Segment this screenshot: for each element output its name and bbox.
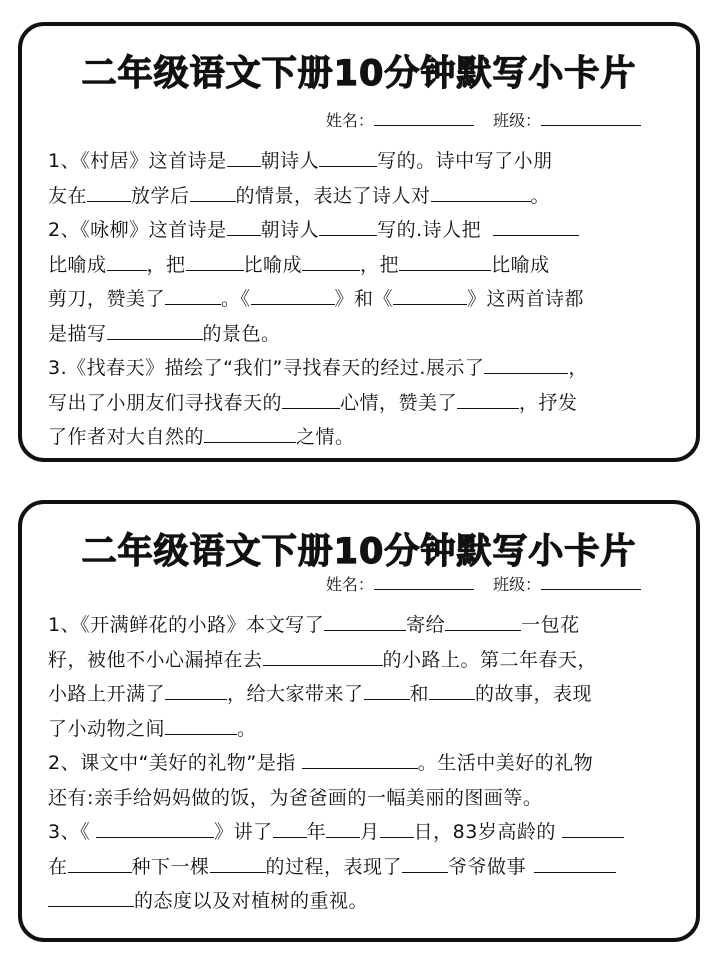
text-segment: 籽，被他不小心漏掉在去 — [48, 648, 263, 671]
class-label: 班级： — [492, 111, 541, 130]
blank-field[interactable] — [429, 678, 475, 700]
blank-field[interactable] — [273, 816, 307, 838]
text-line — [48, 144, 680, 179]
text-segment: 》和《 — [334, 288, 394, 310]
text-segment: ，把 — [360, 253, 400, 276]
name-field[interactable] — [374, 574, 474, 590]
text-line — [48, 781, 680, 816]
text-segment: 之情。 — [296, 426, 355, 448]
blank-field[interactable] — [493, 214, 579, 236]
name-field[interactable] — [374, 110, 474, 126]
blank-field[interactable] — [48, 885, 134, 907]
text-line — [48, 608, 680, 643]
text-segment: 》这两首诗都 — [467, 288, 585, 310]
blank-field[interactable] — [562, 816, 624, 838]
text-segment: 3.《找春天》描绘了“我们”寻找春天的经过.展示了 — [48, 357, 485, 379]
blank-field[interactable] — [393, 283, 467, 305]
text-line — [48, 351, 680, 386]
blank-field[interactable] — [204, 421, 296, 443]
blank-field[interactable] — [96, 816, 214, 838]
text-segment: 放学后 — [131, 184, 190, 207]
blank-field[interactable] — [326, 816, 360, 838]
text-segment: 的小路上。第二年春天， — [382, 648, 598, 671]
blank-field[interactable] — [364, 678, 410, 700]
text-line — [48, 643, 680, 678]
text-line — [48, 712, 680, 747]
text-line — [48, 317, 680, 352]
blank-field[interactable] — [534, 851, 616, 873]
blank-field[interactable] — [251, 283, 335, 305]
blank-field[interactable] — [282, 387, 340, 409]
text-segment: 剪刀，赞美了 — [48, 288, 166, 310]
text-segment: 。 — [530, 184, 551, 207]
text-segment: 的过程，表现了 — [265, 855, 403, 878]
text-segment: 小路上开满了 — [48, 683, 166, 705]
text-segment: 3、《 — [48, 821, 91, 843]
text-segment: 了作者对大自然的 — [48, 426, 205, 448]
text-segment: 的景色。 — [202, 322, 281, 345]
text-line — [48, 282, 680, 317]
text-segment: 1、《开满鲜花的小路》本文写了 — [48, 614, 325, 636]
class-label: 班级： — [492, 575, 541, 594]
text-line — [48, 677, 680, 712]
card-title: 二年级语文下册10分钟默写小卡片 — [81, 532, 637, 572]
blank-field[interactable] — [68, 851, 132, 873]
text-line — [48, 815, 680, 850]
text-line — [48, 213, 680, 248]
text-segment: 比喻成 — [491, 253, 550, 276]
text-segment: 一包花 — [521, 614, 580, 636]
blank-field[interactable] — [445, 609, 521, 631]
name-label: 姓名： — [325, 575, 374, 594]
blank-field[interactable] — [302, 249, 360, 271]
class-field[interactable] — [541, 110, 641, 126]
text-segment: 年 — [306, 821, 327, 843]
text-segment: 还有:亲手给妈妈做的饭，为爸爸画的一幅美丽的图画等。 — [48, 786, 543, 809]
text-segment: 心情，赞美了 — [340, 391, 458, 414]
text-line — [48, 386, 680, 421]
text-segment: 》讲了 — [214, 821, 273, 843]
card-body — [48, 608, 680, 919]
blank-field[interactable] — [210, 851, 266, 873]
blank-field[interactable] — [165, 713, 237, 735]
text-segment: 比喻成 — [48, 253, 107, 276]
text-segment: 2、课文中“美好的礼物”是指 — [48, 752, 296, 774]
text-segment: 在 — [48, 855, 68, 878]
text-segment: 。《 — [221, 288, 251, 310]
text-segment: 2、《咏柳》这首诗是 — [48, 219, 227, 241]
dictation-card-2 — [18, 500, 700, 942]
text-segment: 写出了小朋友们寻找春天的 — [48, 391, 283, 414]
blank-field[interactable] — [107, 249, 147, 271]
text-segment: 了小动物之间 — [48, 717, 166, 740]
text-segment: 种下一棵 — [131, 855, 210, 878]
text-line — [48, 179, 680, 214]
text-segment: ，把 — [146, 253, 186, 276]
student-info — [326, 110, 641, 132]
blank-field[interactable] — [319, 145, 377, 167]
blank-field[interactable] — [165, 283, 221, 305]
blank-field[interactable] — [107, 318, 203, 340]
text-segment: ，给大家带来了 — [227, 683, 364, 705]
text-segment: 寄给 — [406, 614, 446, 636]
text-line — [48, 420, 680, 455]
blank-field[interactable] — [399, 249, 491, 271]
card-title: 二年级语文下册10分钟默写小卡片 — [81, 54, 637, 94]
text-segment: 写的.诗人把 — [377, 219, 482, 241]
text-segment: 的情景，表达了诗人对 — [235, 184, 431, 207]
text-line — [48, 248, 680, 283]
blank-field[interactable] — [186, 249, 244, 271]
text-segment: 朝诗人 — [260, 150, 320, 172]
name-label: 姓名： — [325, 111, 374, 130]
text-segment: 的态度以及对植树的重视。 — [134, 890, 369, 912]
blank-field[interactable] — [302, 747, 418, 769]
dictation-card-1 — [18, 22, 700, 462]
class-field[interactable] — [541, 574, 641, 590]
blank-field[interactable] — [87, 180, 131, 202]
blank-field[interactable] — [484, 352, 568, 374]
blank-field[interactable] — [227, 214, 261, 236]
blank-field[interactable] — [263, 644, 383, 666]
text-segment: 爷爷做事 — [448, 855, 527, 878]
card-body — [48, 144, 680, 455]
text-line — [48, 850, 680, 885]
blank-field[interactable] — [324, 609, 406, 631]
text-segment: 朝诗人 — [260, 219, 320, 241]
text-segment: 月 — [360, 821, 380, 843]
student-info — [326, 574, 641, 596]
blank-field[interactable] — [457, 387, 519, 409]
text-segment: ，抒发 — [519, 391, 578, 414]
blank-field[interactable] — [227, 145, 261, 167]
text-segment: 友在 — [48, 184, 88, 207]
blank-field[interactable] — [190, 180, 236, 202]
blank-field[interactable] — [319, 214, 377, 236]
text-segment: 日，83岁高龄的 — [413, 821, 556, 843]
text-segment: 。 — [237, 717, 257, 740]
text-segment: 的故事，表现 — [475, 683, 593, 705]
text-segment: 1、《村居》这首诗是 — [48, 150, 227, 172]
text-line — [48, 746, 680, 781]
blank-field[interactable] — [165, 678, 227, 700]
blank-field[interactable] — [431, 180, 531, 202]
text-line — [48, 884, 680, 919]
blank-field[interactable] — [380, 816, 414, 838]
text-segment: 写的。诗中写了小朋 — [377, 150, 553, 172]
text-segment: 是描写 — [48, 322, 107, 345]
text-segment: ， — [568, 357, 588, 379]
text-segment: 和 — [409, 683, 430, 705]
text-segment: 。生活中美好的礼物 — [417, 752, 594, 774]
blank-field[interactable] — [402, 851, 448, 873]
text-segment: 比喻成 — [243, 253, 303, 276]
